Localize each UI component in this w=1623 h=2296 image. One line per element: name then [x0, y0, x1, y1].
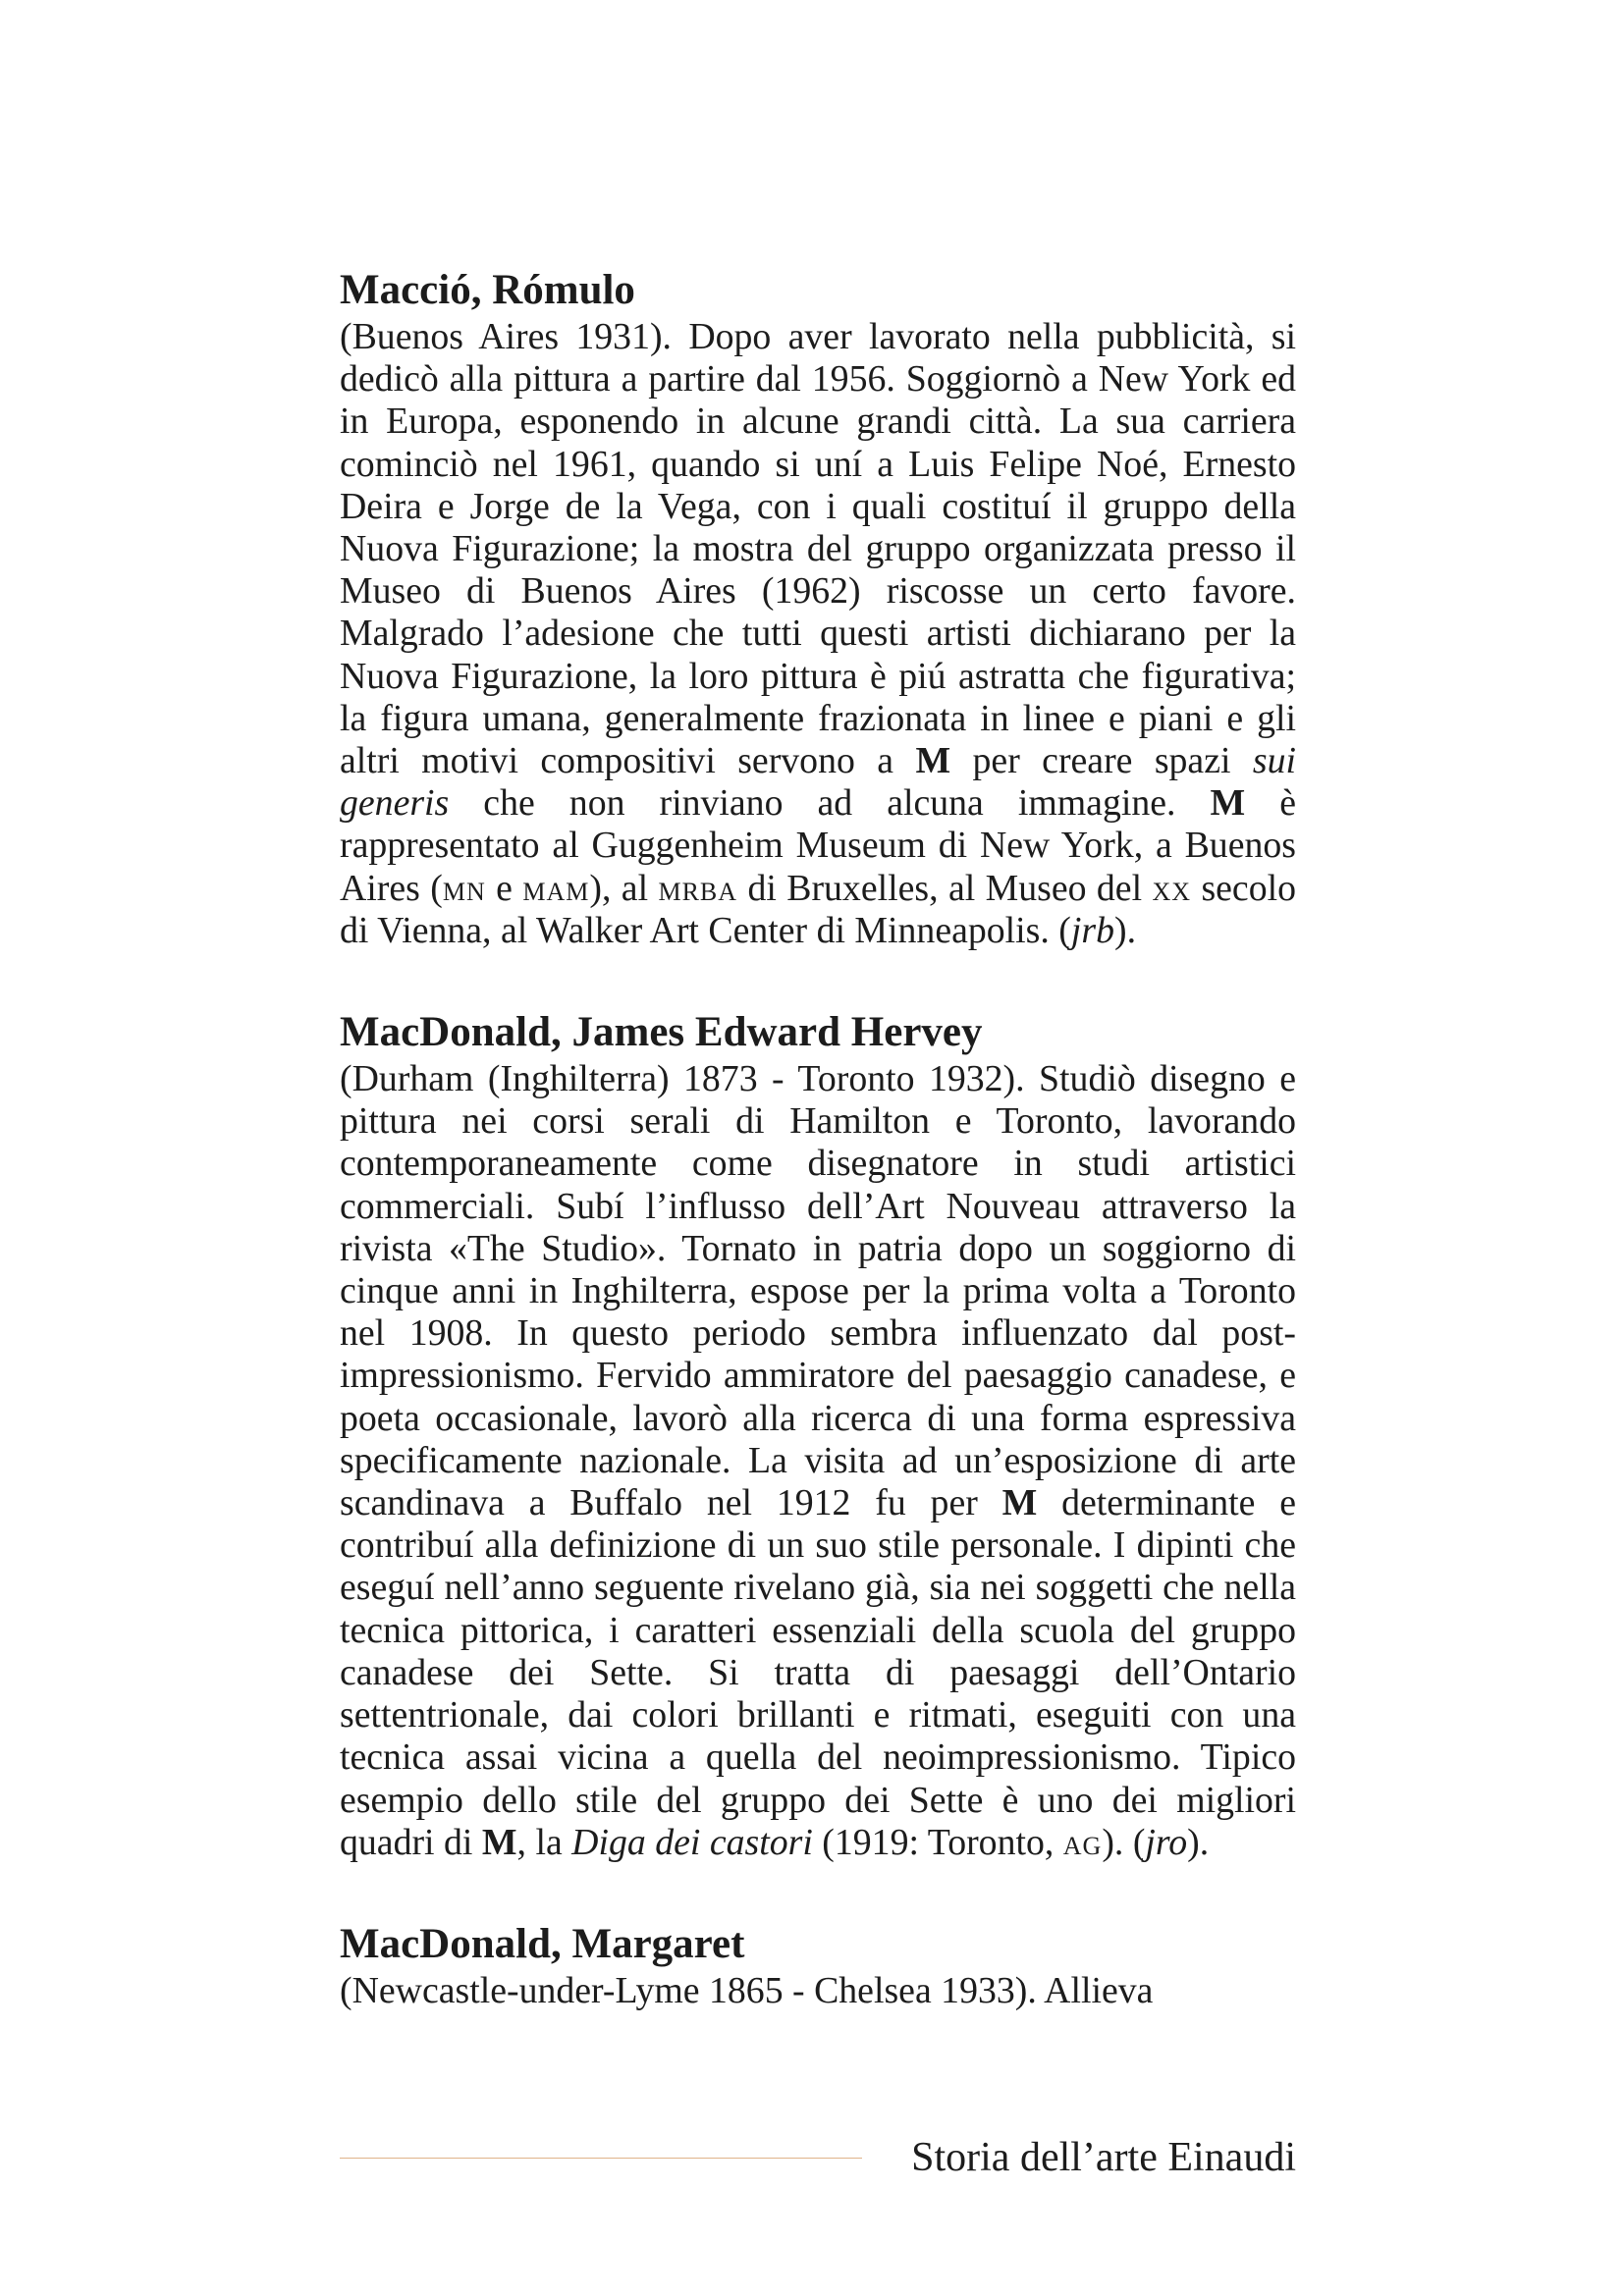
entry-body: [340, 1058, 1296, 1864]
body-text: ). (: [1102, 1821, 1146, 1863]
body-text: per creare spazi: [950, 740, 1253, 782]
italic-text: jro: [1145, 1821, 1188, 1863]
abbreviation: ag: [1062, 1821, 1103, 1863]
abbreviation: mn: [442, 867, 486, 909]
entry-title: MacDonald, Margaret: [340, 1920, 745, 1967]
entry-body: [340, 1970, 1296, 2012]
footer-publisher: Storia dell’arte Einaudi: [911, 2135, 1296, 2180]
footer-rule: [340, 2158, 862, 2159]
body-text: ).: [1187, 1821, 1210, 1863]
body-text: (Buenos Aires 1931). Dopo aver lavorato nella pubblicità, si dedicò alla pittura a partire dal 1956. Soggiornò a New York ed in Europa, esponendo in alcune grandi città. La sua carriera cominciò nel 1961, quando si uní a Luis Felipe Noé, Ernesto Deira e Jorge de la Vega, con i quali costituí il gruppo della Nuova Figurazione; la mostra del gruppo organizzata presso il Museo di Buenos Aires (1962) riscosse un certo favore. Malgrado l’adesione che tutti questi artisti dichiarano per la Nuova Figurazione, la loro pittura è piú astratta che figurativa; la figura umana, generalmente frazionata in linee e piani e gli altri motivi compositivi servono a: [340, 316, 1296, 782]
italic-text: Diga dei castori: [571, 1821, 813, 1863]
page-footer: [340, 2134, 1296, 2181]
body-text: è rappresentato al Guggenheim Museum di New York, a Buenos Aires (: [340, 782, 1296, 909]
artist-abbrev: M: [481, 1821, 517, 1863]
abbreviation: xx: [1152, 867, 1192, 909]
body-text: di Bruxelles, al Museo del: [737, 867, 1153, 909]
body-text: che non rinviano ad alcuna immagine.: [449, 782, 1211, 825]
body-text: determinante e contribuí alla definizione di un suo stile personale. I dipinti che eseguí nell’anno seguente rivelano già, sia nei soggetti che nella tecnica pittorica, i caratteri essenziali della scuola del gruppo canadese dei Sette. Si tratta di paesaggi dell’Ontario settentrionale, dai colori brillanti e ritmati, eseguiti con una tecnica assai vicina a quella del neoimpressionismo. Tipico esempio dello stile del gruppo dei Sette è uno dei migliori quadri di: [340, 1482, 1296, 1863]
body-text: , la: [516, 1821, 572, 1863]
body-text: (Durham (Inghilterra) 1873 - Toronto 1932). Studiò disegno e pittura nei corsi serali di Hamilton e Toronto, lavorando contemporaneamente come disegnatore in studi artistici commerciali. Subí l’influsso dell’Art Nouveau attraverso la rivista «The Studio». Tornato in patria dopo un soggiorno di cinque anni in Inghilterra, espose per la prima volta a Toronto nel 1908. In questo periodo sembra influenzato dal post-impressionismo. Fervido ammiratore del paesaggio canadese, e poeta occasionale, lavorò alla ricerca di una forma espressiva specificamente nazionale. La visita ad un’esposizione di arte scandinava a Buffalo nel 1912 fu per: [340, 1058, 1296, 1524]
entry-title: Macció, Rómulo: [340, 267, 635, 313]
body-text: ).: [1113, 909, 1137, 951]
body-text: e: [485, 867, 523, 909]
abbreviation: mrba: [658, 867, 738, 909]
artist-abbrev: M: [1001, 1482, 1038, 1524]
page-content: [340, 267, 1296, 2069]
artist-abbrev: M: [915, 740, 951, 782]
entry-macdonald-margaret: [340, 1921, 1296, 2012]
italic-text: sui generis: [340, 740, 1296, 825]
body-text: secolo di Vienna, al Walker Art Center di Minneapolis. (: [340, 867, 1297, 951]
abbreviation: mam: [522, 867, 590, 909]
body-text: (Newcastle-under-Lyme 1865 - Chelsea 1933). Allieva: [340, 1969, 1154, 2011]
entry-body: [340, 316, 1296, 952]
entry-macdonald-james: [340, 1009, 1296, 1864]
italic-text: jrb: [1070, 909, 1114, 951]
body-text: ), al: [589, 867, 659, 909]
entry-maccio: [340, 267, 1296, 952]
entry-title: MacDonald, James Edward Hervey: [340, 1009, 983, 1056]
body-text: (1919: Toronto,: [812, 1821, 1063, 1863]
artist-abbrev: M: [1210, 782, 1246, 825]
